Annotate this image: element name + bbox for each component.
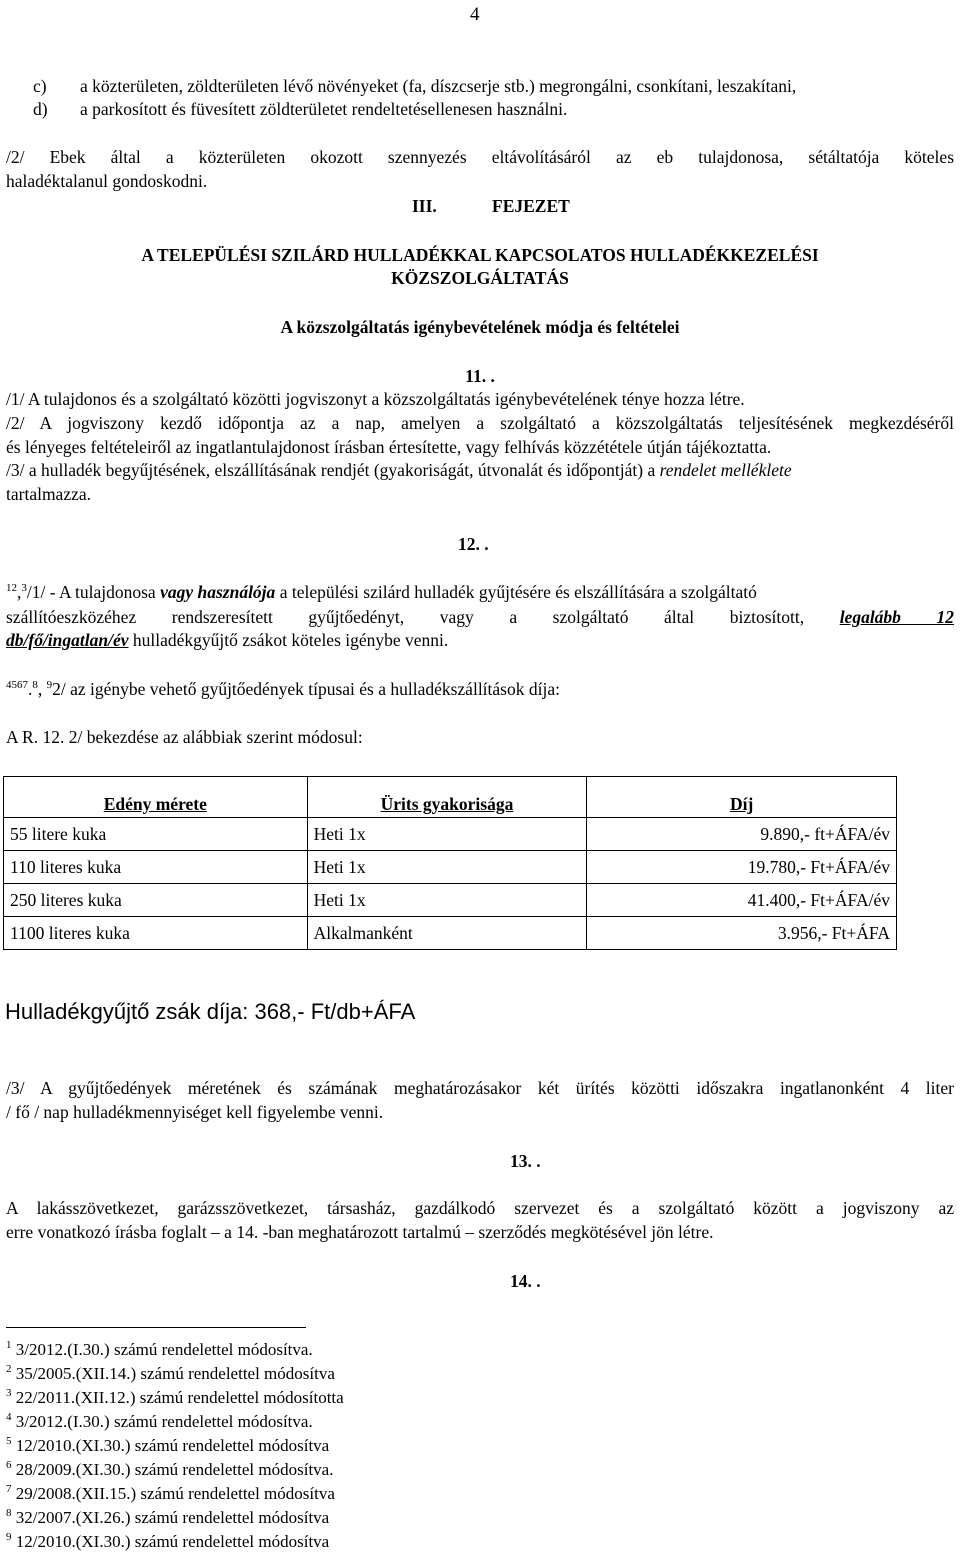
footnote: $^9$ 12/2010.(XI.30.) számú rendelettel módosítva bbox=[6, 1531, 330, 1551]
footnote: $^2$ 35/2005.(XII.14.) számú rendelettel módosítva bbox=[6, 1363, 335, 1383]
list-item-text-d: a parkosított és füvesített zöldterületet rendeltetésellenesen használni. bbox=[80, 99, 568, 119]
section-11-para3-line2: tartalmazza. bbox=[6, 484, 92, 504]
footnote: $^5$ 12/2010.(XI.30.) számú rendelettel módosítva bbox=[6, 1435, 330, 1455]
table-cell: 110 literes kuka bbox=[4, 851, 308, 884]
table-cell: 9.890,- ft+ÁFA/év bbox=[587, 818, 897, 851]
page-number: 4 bbox=[470, 4, 480, 25]
list-item-text-c: a közterületen, zöldterületen lévő növényeket (fa, díszcserje stb.) megrongálni, csonkítani, leszakítani, bbox=[80, 76, 797, 96]
chapter-number: III. bbox=[412, 196, 437, 216]
list-item-label-c: c) bbox=[33, 76, 47, 96]
table-header-row bbox=[4, 777, 897, 818]
paragraph-2-line1: /2/ Ebek által a közterületen okozott szennyezés eltávolításáról az eb tulajdonosa, sétáltatója köteles bbox=[6, 147, 954, 167]
footnote-separator bbox=[6, 1327, 306, 1328]
section-14-number: 14. . bbox=[510, 1271, 541, 1291]
footnote: $^4$ 3/2012.(I.30.) számú rendelettel módosítva. bbox=[6, 1411, 313, 1431]
table-cell: 250 literes kuka bbox=[4, 884, 308, 917]
amendment-note: A R. 12. 2/ bekezdése az alábbiak szerint módosul: bbox=[6, 727, 363, 747]
footnote: $^6$ 28/2009.(XI.30.) számú rendelettel módosítva. bbox=[6, 1459, 334, 1479]
footnote-ref: 8 bbox=[32, 679, 38, 691]
section-11-para2-line1: /2/ A jogviszony kezdő időpontja az a nap, amelyen a szolgáltató a közszolgáltatás teljesítésének megkezdéséről bbox=[6, 413, 954, 433]
section-13-line1: A lakásszövetkezet, garázsszövetkezet, társasház, gazdálkodó szervezet és a szolgáltató között a jogviszony az bbox=[6, 1198, 954, 1218]
table-cell: Heti 1x bbox=[307, 818, 587, 851]
chapter-title: FEJEZET bbox=[492, 196, 570, 216]
paragraph-2-line2: haladéktalanul gondoskodni. bbox=[6, 171, 208, 191]
annex-reference: rendelet melléklete bbox=[659, 460, 792, 480]
table-cell: Heti 1x bbox=[307, 851, 587, 884]
column-header: Ürits gyakorisága bbox=[307, 777, 587, 818]
table-cell: 41.400,- Ft+ÁFA/év bbox=[587, 884, 897, 917]
table-row bbox=[4, 851, 897, 884]
section-12-para2: $^{4567}$.$^8$, $^9$2/ az igénybe vehető gyűjtőedények típusai és a hulladékszállítások díja: bbox=[6, 679, 560, 699]
section-13-line2: erre vonatkozó írásba foglalt – a 14. -ban meghatározott tartalmú – szerződés megkötésével jön létre. bbox=[6, 1222, 714, 1242]
table-row bbox=[4, 917, 897, 950]
section-12-para1-line3: db/fő/ingatlan/év hulladékgyűjtő zsákot köteles igénybe venni. bbox=[6, 630, 449, 650]
subheading: A közszolgáltatás igénybevételének módja és feltételei bbox=[280, 317, 680, 337]
section-12-para3-line1: /3/ A gyűjtőedények méretének és számának meghatározásakor két ürítés közötti időszakra ingatlanonként 4 liter bbox=[6, 1078, 954, 1098]
fee-table bbox=[3, 776, 897, 950]
footnote: $^1$ 3/2012.(I.30.) számú rendelettel módosítva. bbox=[6, 1339, 313, 1359]
footnote-ref: 3 bbox=[21, 582, 27, 594]
section-heading-line2: KÖZSZOLGÁLTATÁS bbox=[391, 268, 569, 288]
section-11-para1: /1/ A tulajdonos és a szolgáltató közötti jogviszonyt a közszolgáltatás igénybevételének ténye hozza létre. bbox=[6, 389, 745, 409]
table-cell: Alkalmanként bbox=[307, 917, 587, 950]
list-item-label-d: d) bbox=[33, 99, 48, 119]
section-12-para1-line1: $^{12}$,$^3$/1/ - A tulajdonosa vagy használója a települési szilárd hulladék gyűjtésére és elszállítására a szolgáltató bbox=[6, 582, 757, 602]
footnote-ref: 9 bbox=[46, 679, 53, 691]
table-cell: 19.780,- Ft+ÁFA/év bbox=[587, 851, 897, 884]
footnote-ref: 4567 bbox=[6, 679, 28, 691]
table-cell: 3.956,- Ft+ÁFA bbox=[587, 917, 897, 950]
footnote: $^7$ 29/2008.(XII.15.) számú rendelettel módosítva bbox=[6, 1483, 335, 1503]
table-row bbox=[4, 884, 897, 917]
section-12-para1-line2: szállítóeszközéhez rendszeresített gyűjtőedényt, vagy a szolgáltató által biztosított, legalább 12 bbox=[6, 607, 955, 627]
table-cell: 55 litere kuka bbox=[4, 818, 308, 851]
section-11-para3-line1 bbox=[6, 460, 954, 481]
section-13-number: 13. . bbox=[510, 1151, 541, 1171]
footnote: $^3$ 22/2011.(XII.12.) számú rendelettel módosította bbox=[6, 1387, 344, 1407]
table-cell: 1100 literes kuka bbox=[4, 917, 308, 950]
column-header: Díj bbox=[587, 777, 897, 818]
column-header: Edény mérete bbox=[4, 777, 308, 818]
section-heading-line1: A TELEPÜLÉSI SZILÁRD HULLADÉKKAL KAPCSOLATOS HULLADÉKKEZELÉSI bbox=[141, 245, 819, 265]
section-11-para3-text: /3/ a hulladék begyűjtésének, elszállításának rendjét (gyakoriságát, útvonalát és időpontját) a bbox=[6, 460, 660, 480]
bag-fee: Hulladékgyűjtő zsák díja: 368,- Ft/db+ÁFA bbox=[5, 999, 416, 1024]
table-cell: Heti 1x bbox=[307, 884, 587, 917]
section-11-para2-line2: és lényeges feltételeiről az ingatlantulajdonost írásban értesítette, vagy felhívás közzététele útján tájékoztatta. bbox=[6, 437, 772, 457]
section-11-number: 11. . bbox=[465, 366, 495, 386]
table-row bbox=[4, 818, 897, 851]
footnote-ref: 12 bbox=[6, 582, 17, 594]
section-12-number: 12. . bbox=[458, 534, 489, 554]
section-12-para3-line2: / fő / nap hulladékmennyiséget kell figyelembe venni. bbox=[6, 1102, 384, 1122]
footnote: $^8$ 32/2007.(XI.26.) számú rendelettel módosítva bbox=[6, 1507, 330, 1527]
